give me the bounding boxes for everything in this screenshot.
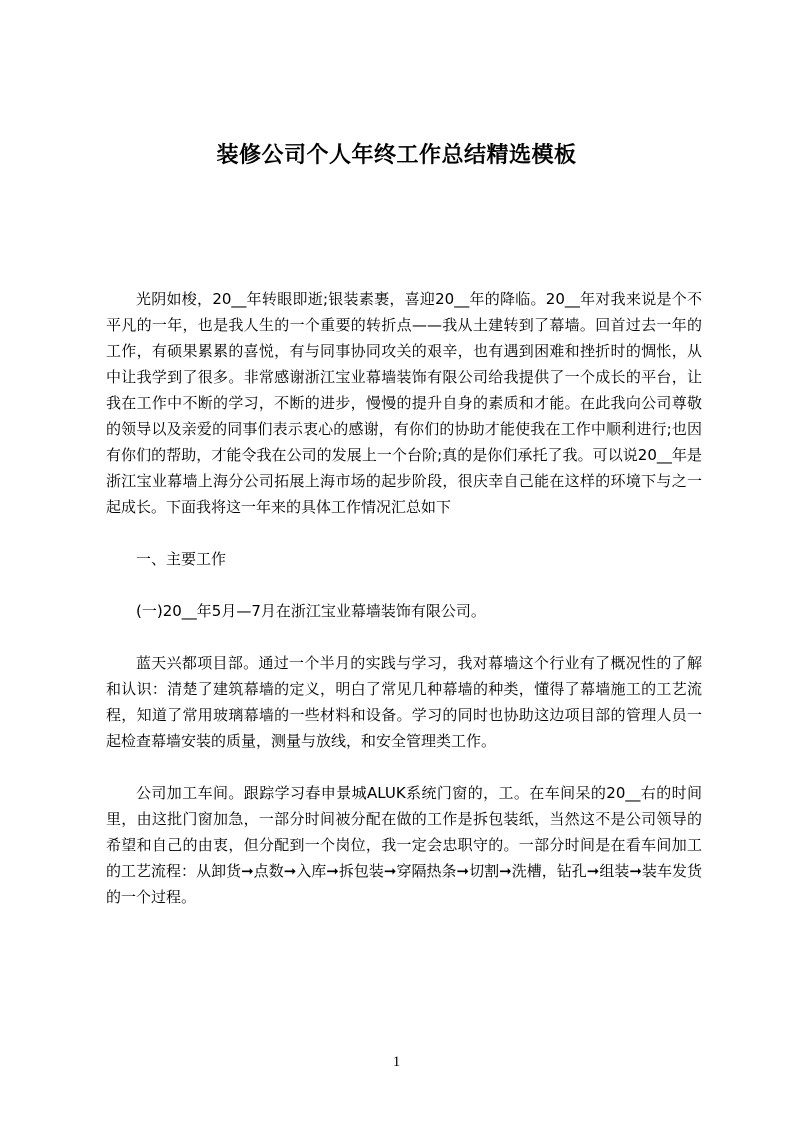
paragraph-gap bbox=[106, 754, 702, 780]
page-number: 1 bbox=[392, 1054, 401, 1070]
paragraph-project-department: 蓝天兴都项目部。通过一个半月的实践与学习，我对幕墙这个行业有了概况性的了解和认识：清楚了建筑幕墙的定义，明白了常见几种幕墙的种类，懂得了幕墙施工的工艺流程，知道了常用玻璃幕墙的一些材料和设备。学习的同时也协助这边项目部的管理人员一起检查幕墙安装的质量，测量与放线，和安全管理类工作。 bbox=[106, 654, 702, 750]
document-title: 装修公司个人年终工作总结精选模板 bbox=[216, 143, 577, 168]
paragraph-gap bbox=[106, 572, 702, 598]
document-body bbox=[106, 286, 702, 910]
paragraph-gap bbox=[106, 520, 702, 546]
paragraph-gap bbox=[106, 624, 702, 650]
paragraph-processing-workshop: 公司加工车间。跟踪学习春申景城ALUK系统门窗的，工。在车间呆的20__右的时间里，由这批门窗加急，一部分时间被分配在做的工作是拆包装纸，当然这不是公司领导的希望和自己的由衷，但分配到一个岗位，我一定会忠职守的。一部分时间是在看车间加工的工艺流程：从卸货➞点数➞入库➞拆包装➞穿隔热条➞切割➞洗槽，钻孔➞组装➞装车发货的一个过程。 bbox=[106, 784, 702, 906]
subsection-heading-period: (一)20__年5月—7月在浙江宝业幕墙装饰有限公司。 bbox=[136, 602, 486, 620]
paragraph-intro: 光阴如梭，20__年转眼即逝;银装素裹，喜迎20__年的降临。20__年对我来说是个不平凡的一年，也是我人生的一个重要的转折点——我从土建转到了幕墙。回首过去一年的工作，有硕果累累的喜悦，有与同事协同攻关的艰辛，也有遇到困难和挫折时的惆怅，从中让我学到了很多。非常感谢浙江宝业幕墙装饰有限公司给我提供了一个成长的平台，让我在工作中不断的学习，不断的进步，慢慢的提升自身的素质和才能。在此我向公司尊敬的领导以及亲爱的同事们表示衷心的感谢，有你们的协助才能使我在工作中顺利进行;也因有你们的帮助，才能令我在公司的发展上一个台阶;真的是你们承托了我。可以说20__年是浙江宝业幕墙上海分公司拓展上海市场的起步阶段，很庆幸自己能在这样的环境下与之一起成长。下面我将这一年来的具体工作情况汇总如下 bbox=[106, 290, 702, 516]
section-heading-main-work: 一、主要工作 bbox=[136, 550, 227, 568]
